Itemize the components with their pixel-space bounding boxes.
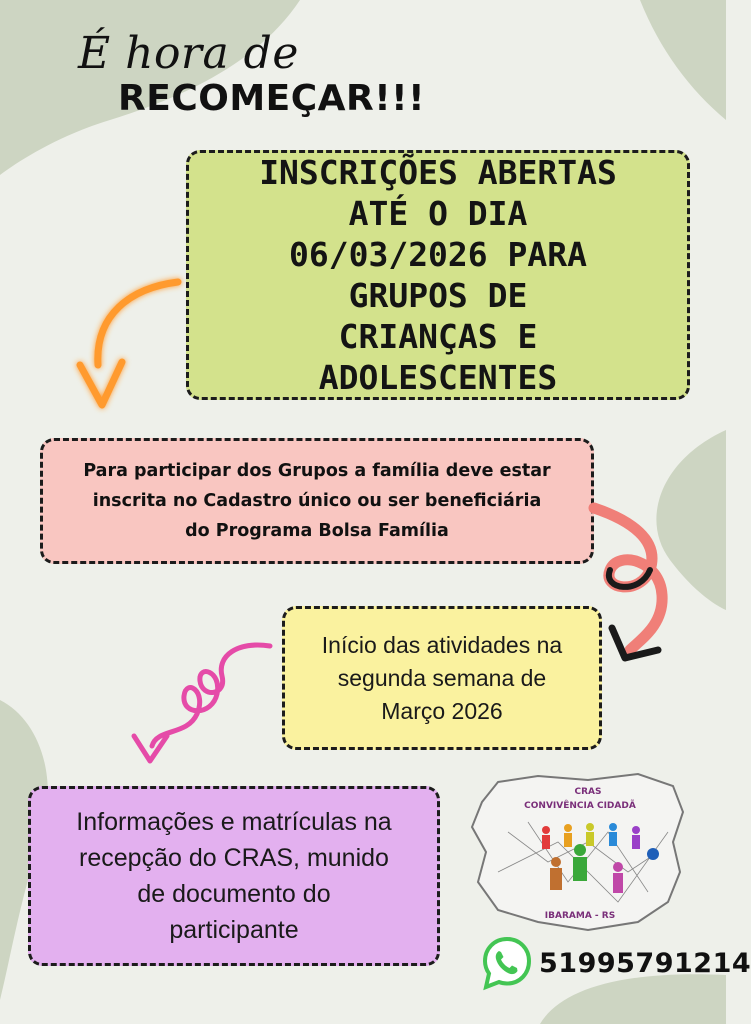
- info-line: Informações e matrículas na: [76, 808, 392, 836]
- cras-logo: [468, 772, 690, 932]
- inscricoes-line: INSCRIÇÕES ABERTAS: [259, 153, 617, 192]
- info-box: [28, 786, 440, 966]
- phone-number[interactable]: 51995791214: [539, 947, 751, 979]
- whatsapp-icon: [481, 935, 533, 991]
- logo-footer-text: IBARAMA - RS: [544, 911, 616, 921]
- inscricoes-line: GRUPOS DE: [348, 276, 528, 315]
- inscricoes-line: CRIANÇAS E: [338, 317, 538, 356]
- logo-cras-text: CRAS: [574, 787, 602, 797]
- requisito-line: do Programa Bolsa Família: [185, 521, 449, 541]
- title-script-line: É hora de: [78, 28, 299, 79]
- contact-phone[interactable]: [481, 935, 751, 991]
- inscricoes-line: ATÉ O DIA: [348, 194, 528, 233]
- inicio-line: Início das atividades na: [321, 631, 563, 658]
- salmon-loop-arrow-icon: [590, 500, 700, 670]
- inicio-line: Março 2026: [381, 697, 503, 724]
- info-line: participante: [169, 916, 299, 944]
- requisito-line: inscrita no Cadastro único ou ser beneficiária: [92, 491, 542, 511]
- magenta-curly-arrow-icon: [122, 636, 282, 776]
- info-line: de documento do: [137, 880, 331, 908]
- requisito-box: [40, 438, 594, 564]
- inscricoes-line: 06/03/2026 PARA: [288, 235, 587, 274]
- orange-arrow-icon: [70, 270, 190, 420]
- inicio-line: segunda semana de: [337, 664, 547, 691]
- inicio-box: [282, 606, 602, 750]
- inscricoes-line: ADOLESCENTES: [318, 358, 558, 397]
- info-line: recepção do CRAS, munido: [79, 844, 389, 872]
- title-bold-line: RECOMEÇAR!!!: [118, 78, 426, 119]
- inscricoes-box: [186, 150, 690, 400]
- top-right-blob: [640, 0, 726, 120]
- requisito-line: Para participar dos Grupos a família deve estar: [83, 461, 551, 481]
- logo-convivencia-text: CONVIVÊNCIA CIDADÃ: [524, 801, 636, 811]
